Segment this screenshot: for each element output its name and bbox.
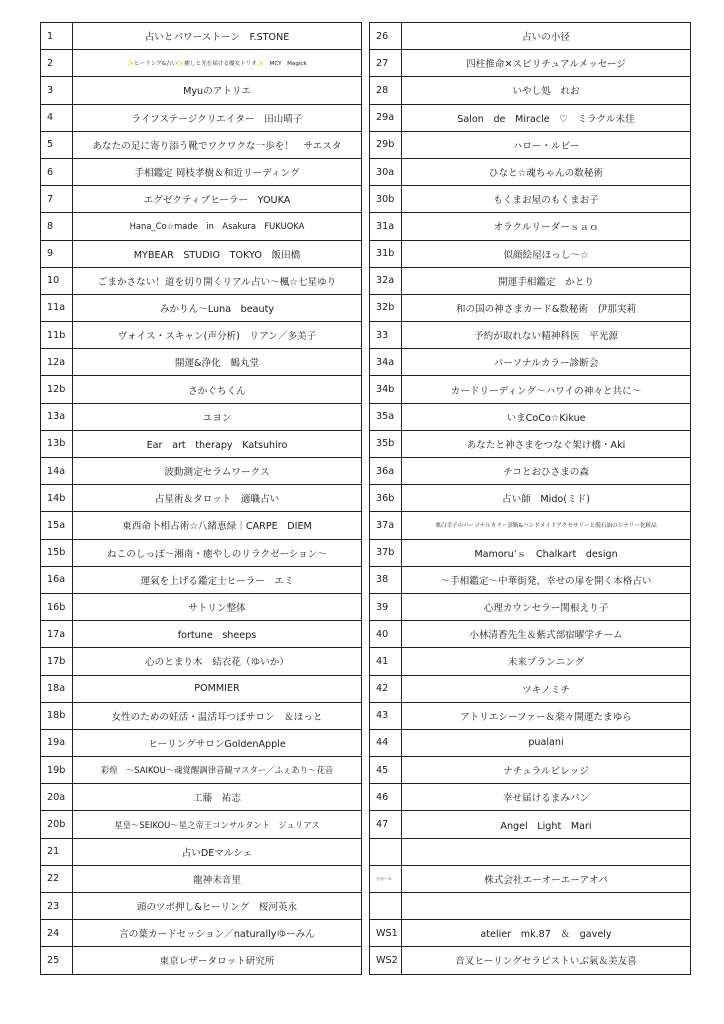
exhibitor-name: 小林清香先生＆紫式部宿曜学チーム [402, 621, 691, 648]
table-row [370, 458, 691, 485]
booth-number: 21 [41, 838, 73, 865]
table-row [41, 77, 362, 104]
exhibitor-name: エグゼクティブヒーラー YOUKA [73, 186, 362, 213]
exhibitor-name: ヴォイス・スキャン(声分析) リアン／多美子 [73, 322, 362, 349]
exhibitor-name: ハロー・ルビー [402, 131, 691, 158]
exhibitor-name: Salon de Miracle ♡ ミラクル未佳 [402, 104, 691, 131]
booth-number: 4 [41, 104, 73, 131]
booth-number: 1 [41, 23, 73, 50]
exhibitor-name: いやし処 れお [402, 77, 691, 104]
table-row [370, 104, 691, 131]
table-row [41, 240, 362, 267]
exhibitor-name: 言の葉カードセッション／naturallyゆーみん [73, 920, 362, 947]
exhibitor-name: 四柱推命✕スピリチュアルメッセージ [402, 50, 691, 77]
exhibitor-name: いまCoCo☆Kikue [402, 403, 691, 430]
booth-number: 24 [41, 920, 73, 947]
booth-number: 18b [41, 702, 73, 729]
table-row [41, 403, 362, 430]
exhibitor-name: カードリーディング～ハワイの神々と共に～ [402, 376, 691, 403]
table-row [370, 757, 691, 784]
exhibitor-name: 開運手相鑑定 かとり [402, 267, 691, 294]
table-row [370, 648, 691, 675]
booth-number: 37b [370, 539, 402, 566]
table-row [370, 50, 691, 77]
exhibitor-name: 占い師 Mido(ミド) [402, 485, 691, 512]
booth-number: 26 [370, 23, 402, 50]
exhibitor-name: ユヨン [73, 403, 362, 430]
table-row [41, 158, 362, 185]
exhibitor-name: オラクルリーダーｓａｏ [402, 213, 691, 240]
exhibitor-name: 未来プランニング [402, 648, 691, 675]
exhibitor-name: Hana_Co☆made in Asakura FUKUOKA [73, 213, 362, 240]
table-row [41, 430, 362, 457]
table-row [370, 702, 691, 729]
booth-number: 30b [370, 186, 402, 213]
table-row [370, 729, 691, 756]
exhibitor-table-left [40, 22, 362, 975]
exhibitor-name: パーソナルカラー診断会 [402, 349, 691, 376]
table-row [370, 131, 691, 158]
table-row [41, 838, 362, 865]
table-row [370, 403, 691, 430]
exhibitor-name: fortune sheeps [73, 621, 362, 648]
booth-number: 17a [41, 621, 73, 648]
booth-number: 28 [370, 77, 402, 104]
table-row [370, 593, 691, 620]
table-row [370, 566, 691, 593]
table-row [41, 294, 362, 321]
exhibitor-name: ～手相鑑定～中華街発、幸せの扉を開く本格占い [402, 566, 691, 593]
booth-number: 31b [370, 240, 402, 267]
exhibitor-name: 幸せ届けるまみパン [402, 784, 691, 811]
table-row [41, 593, 362, 620]
booth-number: 34b [370, 376, 402, 403]
exhibitor-name: 占いとパワーストーン F.STONE [73, 23, 362, 50]
table-row [370, 267, 691, 294]
exhibitor-name: みかりん～Luna beauty [73, 294, 362, 321]
exhibitor-name: 開運&浄化 鶴丸堂 [73, 349, 362, 376]
exhibitor-name: ナチュラルビレッジ [402, 757, 691, 784]
exhibitor-name: 栗白幸子のパーソナルカラー診断&ハンドメイドアクセサリーと脱石油のシナリー化粧品 [402, 512, 691, 539]
table-row [41, 512, 362, 539]
booth-number: 44 [370, 729, 402, 756]
table-row [370, 865, 691, 892]
exhibitor-name [402, 838, 691, 865]
booth-number: 19b [41, 757, 73, 784]
exhibitor-name: ✨ヒーリング&占い✨癒しと光を届ける魔女トリオ✨ MCY Magick [73, 50, 362, 77]
exhibitor-name: 似顔絵屋ほっし～☆ [402, 240, 691, 267]
exhibitor-name: 手相鑑定 岡枝孝樹＆和近リーディング [73, 158, 362, 185]
exhibitor-name: 工藤 祐志 [73, 784, 362, 811]
table-row [41, 648, 362, 675]
booth-number: 23 [41, 893, 73, 920]
booth-number: 18a [41, 675, 73, 702]
booth-number: 35b [370, 430, 402, 457]
table-row [41, 947, 362, 974]
exhibitor-name: 予約が取れない精神科医 平光源 [402, 322, 691, 349]
booth-number: 8 [41, 213, 73, 240]
exhibitor-name: 心のとまり木 結衣花（ゆいか） [73, 648, 362, 675]
booth-number: 20b [41, 811, 73, 838]
booth-number: 2 [41, 50, 73, 77]
booth-number: 16a [41, 566, 73, 593]
exhibitor-name: 東京レザータロット研究所 [73, 947, 362, 974]
table-row [370, 158, 691, 185]
table-row [41, 131, 362, 158]
booth-number: 11b [41, 322, 73, 349]
table-row [370, 376, 691, 403]
table-row [41, 186, 362, 213]
booth-number: 38 [370, 566, 402, 593]
booth-number: 35a [370, 403, 402, 430]
table-row [370, 893, 691, 920]
booth-number: 13b [41, 430, 73, 457]
booth-number: 46 [370, 784, 402, 811]
exhibitor-name: 彩煌 ～SAIKOU～魂覚醒調律音観マスター／ふぇあり～花音 [73, 757, 362, 784]
table-row [41, 322, 362, 349]
exhibitor-name: ひなと☆魂ちゃんの数秘術 [402, 158, 691, 185]
booth-number: 19a [41, 729, 73, 756]
table-row [41, 539, 362, 566]
exhibitor-name: 占星術＆タロット 適職占い [73, 485, 362, 512]
table-row [41, 729, 362, 756]
table-row [370, 349, 691, 376]
table-row [370, 430, 691, 457]
booth-number: 10 [41, 267, 73, 294]
table-row [41, 349, 362, 376]
exhibitor-name: 頭のツボ押し&ヒーリング 桜河英永 [73, 893, 362, 920]
booth-number: 30a [370, 158, 402, 185]
table-row [370, 512, 691, 539]
exhibitor-name: さかぐちくん [73, 376, 362, 403]
booth-number: 36b [370, 485, 402, 512]
table-row [370, 485, 691, 512]
table-row [370, 621, 691, 648]
booth-number: 16b [41, 593, 73, 620]
table-row [41, 675, 362, 702]
booth-number: 29a [370, 104, 402, 131]
booth-number: 14b [41, 485, 73, 512]
exhibitor-name: 運氣を上げる鑑定士ヒーラー エミ [73, 566, 362, 593]
table-row [370, 240, 691, 267]
booth-number: 12b [41, 376, 73, 403]
booth-number: 34a [370, 349, 402, 376]
booth-number: 29b [370, 131, 402, 158]
booth-number: 9 [41, 240, 73, 267]
booth-number: 47 [370, 811, 402, 838]
table-row [41, 485, 362, 512]
exhibitor-name: 龍神未音里 [73, 865, 362, 892]
table-row [370, 322, 691, 349]
booth-number: 7 [41, 186, 73, 213]
booth-number: WS2 [370, 947, 402, 974]
booth-number [370, 838, 402, 865]
table-row [41, 811, 362, 838]
table-row [41, 50, 362, 77]
booth-number: 41 [370, 648, 402, 675]
exhibitor-name: サトリン整体 [73, 593, 362, 620]
table-row [370, 811, 691, 838]
booth-number: 25 [41, 947, 73, 974]
exhibitor-name: あなたの足に寄り添う靴でワクワクな一歩を！ サエスタ [73, 131, 362, 158]
exhibitor-name: 和の国の神さまカード&数秘術 伊那実莉 [402, 294, 691, 321]
table-row [370, 186, 691, 213]
booth-number: 31a [370, 213, 402, 240]
booth-number: 27 [370, 50, 402, 77]
booth-number: 6 [41, 158, 73, 185]
booth-number: 40 [370, 621, 402, 648]
table-row [370, 920, 691, 947]
table-row [41, 104, 362, 131]
exhibitor-name: もくまお屋のもくまお子 [402, 186, 691, 213]
exhibitor-name: MYBEAR STUDIO TOKYO 飯田橋 [73, 240, 362, 267]
booth-number: 15a [41, 512, 73, 539]
exhibitor-name: 東西命卜相占術☆八緒恵緑｜CARPE DIEM [73, 512, 362, 539]
booth-number: 5 [41, 131, 73, 158]
table-row [41, 566, 362, 593]
exhibitor-name: 株式会社エーオーエーアオバ [402, 865, 691, 892]
exhibitor-name [402, 893, 691, 920]
exhibitor-name: 占いの小径 [402, 23, 691, 50]
table-row [370, 77, 691, 104]
exhibitor-name: あなたと神さまをつなぐ架け橋・Aki [402, 430, 691, 457]
table-row [41, 865, 362, 892]
booth-number: 43 [370, 702, 402, 729]
booth-number: 12a [41, 349, 73, 376]
booth-number: 32a [370, 267, 402, 294]
exhibitor-name: 音叉ヒーリングセラピストいぶ氣＆美友喜 [402, 947, 691, 974]
booth-number: 14a [41, 458, 73, 485]
exhibitor-name: 波動測定セラムワークス [73, 458, 362, 485]
table-row [370, 213, 691, 240]
booth-number: 22 [41, 865, 73, 892]
booth-number: 39 [370, 593, 402, 620]
exhibitor-name: Angel Light Mari [402, 811, 691, 838]
booth-number: 37a [370, 512, 402, 539]
table-row [370, 539, 691, 566]
booth-number: 3 [41, 77, 73, 104]
table-row [41, 757, 362, 784]
exhibitor-name: Ear art therapy Katsuhiro [73, 430, 362, 457]
exhibitor-table-right [369, 22, 691, 975]
table-row [370, 947, 691, 974]
exhibitor-name: 心理カウンセラー関根えり子 [402, 593, 691, 620]
exhibitor-name: pualani [402, 729, 691, 756]
table-row [41, 621, 362, 648]
booth-number: 17b [41, 648, 73, 675]
table-row [41, 893, 362, 920]
table-row [41, 702, 362, 729]
booth-number: WS1 [370, 920, 402, 947]
exhibitor-name: Myuのアトリエ [73, 77, 362, 104]
booth-number: 45 [370, 757, 402, 784]
table-row [41, 23, 362, 50]
exhibitor-name: 占いDEマルシェ [73, 838, 362, 865]
table-row [41, 458, 362, 485]
exhibitor-name: POMMIER [73, 675, 362, 702]
table-row [370, 675, 691, 702]
table-row [41, 376, 362, 403]
exhibitor-name: ごまかさない！道を切り開くリアル占い～楓☆七星ゆり [73, 267, 362, 294]
exhibitor-name: ねこのしっぽ～湘南・癒やしのリラクゼーション～ [73, 539, 362, 566]
exhibitor-name: ライフステージクリエイター 田山晴子 [73, 104, 362, 131]
exhibitor-name: チコとおひさまの森 [402, 458, 691, 485]
exhibitor-name: Mamoru’ｓ Chalkart design [402, 539, 691, 566]
booth-number: 32b [370, 294, 402, 321]
booth-number: 42 [370, 675, 402, 702]
exhibitor-name: atelier mk.87 ＆ gavely [402, 920, 691, 947]
booth-number: 33 [370, 322, 402, 349]
table-row [41, 920, 362, 947]
booth-number: 36a [370, 458, 402, 485]
booth-number: 11a [41, 294, 73, 321]
table-row [41, 784, 362, 811]
booth-number: 20a [41, 784, 73, 811]
exhibitor-name: 女性のための妊活・温活耳つぼサロン ＆ほっと [73, 702, 362, 729]
booth-number: 小ホール [370, 865, 402, 892]
table-row [41, 267, 362, 294]
booth-number: 15b [41, 539, 73, 566]
table-row [41, 213, 362, 240]
table-row [370, 294, 691, 321]
exhibitor-name: アトリエシーファー＆楽々開運たまゆら [402, 702, 691, 729]
table-row [370, 838, 691, 865]
booth-number: 13a [41, 403, 73, 430]
table-row [370, 23, 691, 50]
table-row [370, 784, 691, 811]
exhibitor-name: ヒーリングサロンGoldenApple [73, 729, 362, 756]
exhibitor-name: 星皇～SEIKOU～星之帝王コンサルタント ジュリアス [73, 811, 362, 838]
exhibitor-name: ツキノミチ [402, 675, 691, 702]
booth-number [370, 893, 402, 920]
